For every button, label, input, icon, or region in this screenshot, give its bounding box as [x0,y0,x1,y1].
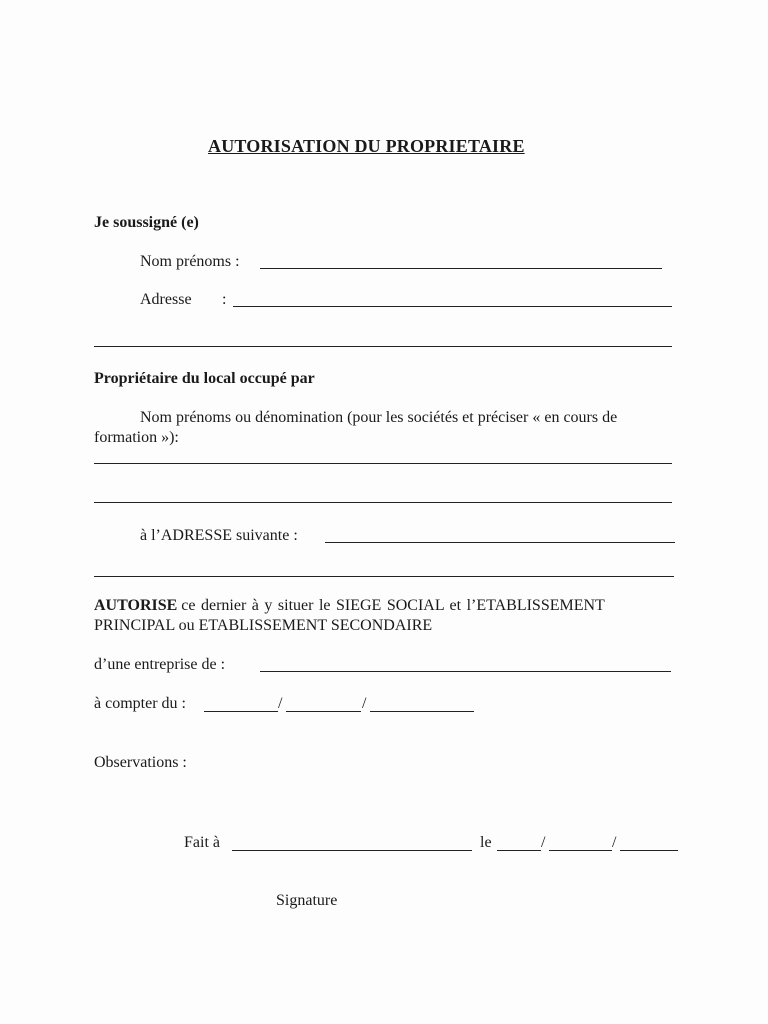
occupant-address-field-line[interactable] [325,542,675,543]
occupant-address-label: à l’ADRESSE suivante : [140,527,298,544]
autorise-text: ce dernier à y situer le SIEGE SOCIAL et l’ETABLISSEMENT [181,597,605,614]
autorise-keyword: AUTORISE [94,597,178,614]
signature-label: Signature [276,892,338,909]
name-label: Nom prénoms : [140,253,240,270]
occupant-description-line2: formation »): [94,429,179,446]
name-field-line[interactable] [260,268,662,269]
observations-label: Observations : [94,754,187,771]
le-label: le [480,834,492,851]
address-continuation-line[interactable] [94,346,672,347]
start-date-month-line[interactable] [286,711,361,712]
address-field-line[interactable] [233,306,672,307]
footer-date-year-line[interactable] [620,850,678,851]
section-heading-soussigne: Je soussigné (e) [94,214,199,231]
address-label: Adresse [140,291,192,308]
occupant-field-line-2[interactable] [94,502,672,503]
start-date-year-line[interactable] [370,711,474,712]
footer-date-slash-1: / [541,834,546,851]
autorise-paragraph-line1 [94,596,605,616]
footer-date-day-line[interactable] [497,850,541,851]
footer-date-slash-2: / [612,834,617,851]
section-heading-proprietaire: Propriétaire du local occupé par [94,370,315,387]
footer-date-month-line[interactable] [549,850,612,851]
start-date-label: à compter du : [94,695,186,712]
autorise-paragraph-line2: PRINCIPAL ou ETABLISSEMENT SECONDAIRE [94,617,433,634]
entreprise-label: d’une entreprise de : [94,656,226,673]
fait-a-label: Fait à [184,834,220,851]
start-date-slash-1: / [278,695,283,712]
start-date-slash-2: / [362,695,367,712]
entreprise-field-line[interactable] [260,671,671,672]
occupant-description-line1: Nom prénoms ou dénomination (pour les sociétés et préciser « en cours de [140,409,618,426]
start-date-day-line[interactable] [204,711,278,712]
occupant-address-continuation-line[interactable] [94,576,674,577]
occupant-field-line-1[interactable] [94,463,672,464]
fait-a-field-line[interactable] [232,850,472,851]
address-colon: : [222,291,227,308]
document-title: AUTORISATION DU PROPRIETAIRE [208,136,525,156]
